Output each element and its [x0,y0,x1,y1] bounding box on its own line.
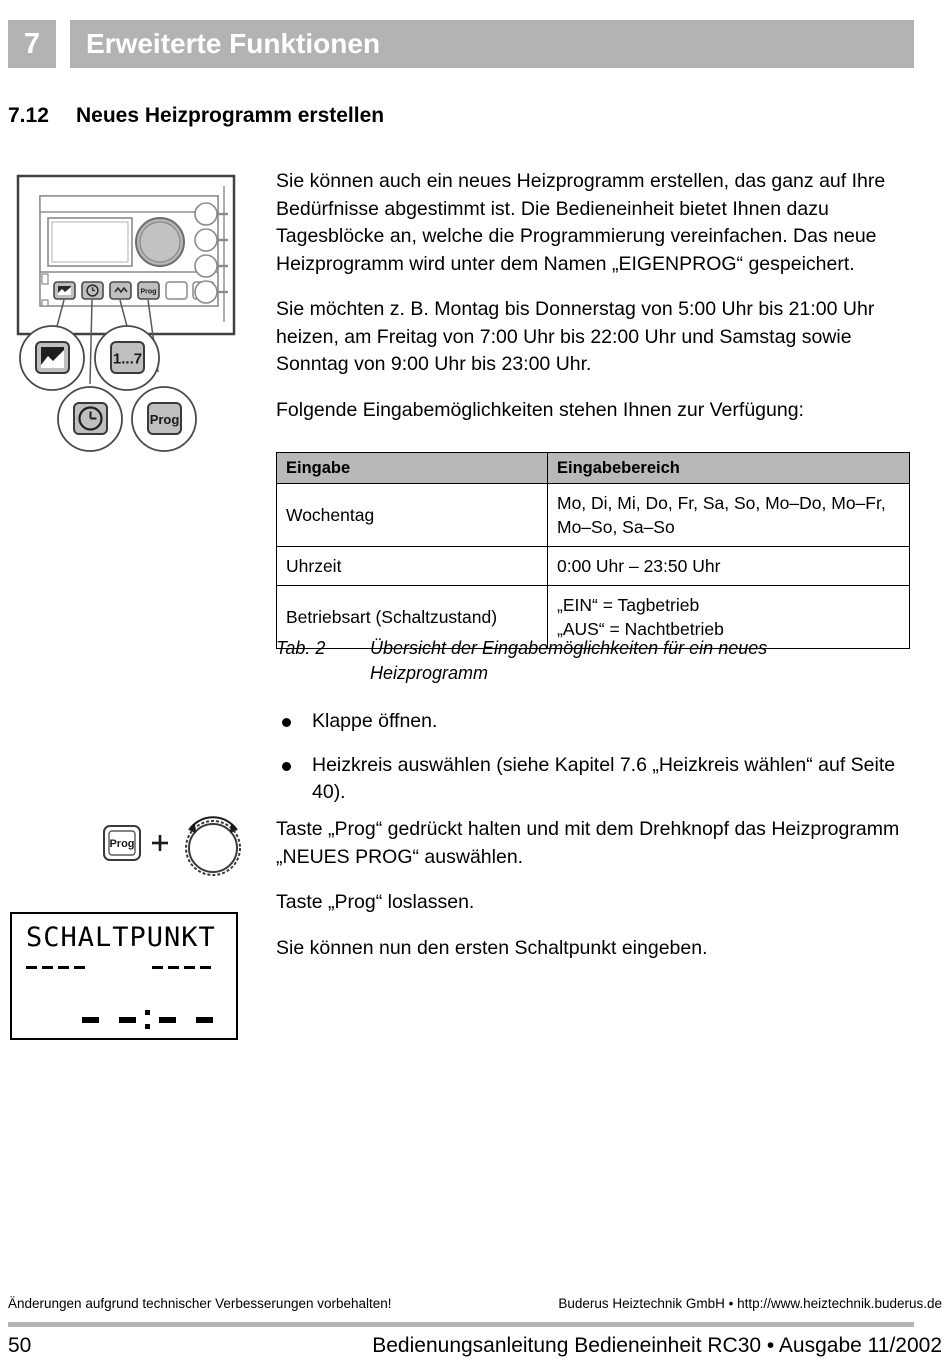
lcd-dash [26,966,37,969]
bullet-dot-icon [282,762,291,771]
lcd-time-placeholder [82,1010,213,1029]
lcd-dash [184,966,195,969]
list-item [276,752,916,807]
page-number: 50 [8,1334,32,1357]
intro-text-block [276,168,914,440]
device-illustration [12,172,262,452]
callout-clock-key [58,387,122,451]
lcd-big-dash [119,1017,136,1023]
footer-bottom-line [0,1334,950,1364]
table-cell-eingabe: Wochentag [277,484,548,547]
footer-company: Buderus Heiztechnik GmbH • http://www.heiztechnik.buderus.de [558,1296,942,1311]
svg-text:Prog: Prog [109,838,135,850]
lcd-title-text: SCHALTPUNKT [26,922,216,953]
intro-paragraph-1: Sie können auch ein neues Heizprogramm erstellen, das ganz auf Ihre Bedürfnisse abgestimmt ist. Die Bedieneinheit bietet Ihnen dazu Tagesblöcke an, welche die Programmierung vereinfachen. Das neue Heizprogramm wird unter dem Namen „EIGENPROG“ gespeichert. [276,170,886,275]
callout-prog-key [132,387,196,451]
lcd-dash-row [12,966,236,980]
input-options-table [276,452,910,649]
table-cell-bereich-line2: „AUS“ = Nachtbetrieb [557,619,724,639]
lcd-dash [152,966,163,969]
section-heading [8,104,384,128]
plus-sign-icon [152,835,168,851]
intro-paragraph-3: Folgende Eingabemöglichkeiten stehen Ihnen zur Verfügung: [276,398,804,421]
table-header-row [277,453,910,484]
prog-key-icon [104,826,140,860]
table-cell-bereich: Mo, Di, Mi, Do, Fr, Sa, So, Mo–Do, Mo–Fr, Mo–So, Sa–So [548,484,910,547]
panel-key-prog [138,282,159,299]
table-cell-eingabe: Betriebsart (Schaltzustand) [277,586,548,649]
footer-top-line [0,1296,950,1316]
lcd-dash [74,966,85,969]
lcd-dash [200,966,211,969]
panel-key-display [54,282,75,299]
lcd-big-dash [159,1017,176,1023]
svg-text:1...7: 1...7 [112,350,143,368]
footer-disclaimer: Änderungen aufgrund technischer Verbesserungen vorbehalten! [8,1296,392,1311]
lower-text-block [276,816,916,980]
table-caption-text: Übersicht der Eingabemöglichkeiten für ein neues Heizprogramm [370,638,768,683]
panel-key-weekday [110,282,131,299]
table-row [277,484,910,547]
list-item-label: Heizkreis auswählen (siehe Kapitel 7.6 „Heizkreis wählen“ auf Seite 40). [312,753,896,803]
lcd-dash-group-right [152,966,211,969]
chapter-number: 7 [8,20,56,68]
table-header-eingabe: Eingabe [277,453,548,484]
lower-paragraph-2: Taste „Prog“ loslassen. [276,891,475,913]
lcd-dash-group-left [26,966,85,969]
svg-text:Prog: Prog [140,288,157,296]
section-number: 7.12 [8,104,49,127]
lcd-dash [42,966,53,969]
table-cell-bereich: 0:00 Uhr – 23:50 Uhr [548,547,910,586]
section-title: Neues Heizprogramm erstellen [76,104,385,127]
instruction-bullet-list [276,708,916,823]
lcd-big-dash [82,1017,99,1023]
lower-paragraph-3: Sie können nun den ersten Schaltpunkt eingeben. [276,936,708,959]
panel-key-clock [82,282,103,299]
table-caption [276,636,916,686]
footer-divider [8,1322,914,1327]
list-item [276,708,916,736]
lcd-dash [58,966,69,969]
table-header-eingabebereich: Eingabebereich [548,453,910,484]
lcd-dash [168,966,179,969]
intro-paragraph-2: Sie möchten z. B. Montag bis Donnerstag von 5:00 Uhr bis 21:00 Uhr heizen, am Freitag von 7:00 Uhr bis 22:00 Uhr und Samstag sowie Sonntag von 9:00 Uhr bis 23:00 Uhr. [276,298,875,375]
callout-display-key [20,326,84,390]
lcd-display-illustration [10,912,238,1040]
svg-text:Prog: Prog [149,412,180,427]
document-title: Bedienungsanleitung Bedieneinheit RC30 • Ausgabe 11/2002 [372,1334,942,1357]
lcd-big-dash [196,1017,213,1023]
chapter-title: Erweiterte Funktionen [70,20,914,68]
prog-plus-knob-illustration [100,812,260,884]
callout-weekday-key [95,326,159,390]
lcd-colon-icon [145,1010,150,1029]
chapter-header [8,20,914,68]
table-row [277,547,910,586]
list-item-label: Klappe öffnen. [312,710,438,732]
table-caption-label: Tab. 2 [276,638,326,658]
table-cell-bereich-line1: „EIN“ = Tagbetrieb [557,595,700,615]
bullet-dot-icon [282,718,291,727]
lower-paragraph-1: Taste „Prog“ gedrückt halten und mit dem Drehknopf das Heizprogramm „NEUES PROG“ auswählen. [276,818,900,868]
table-cell-eingabe: Uhrzeit [277,547,548,586]
